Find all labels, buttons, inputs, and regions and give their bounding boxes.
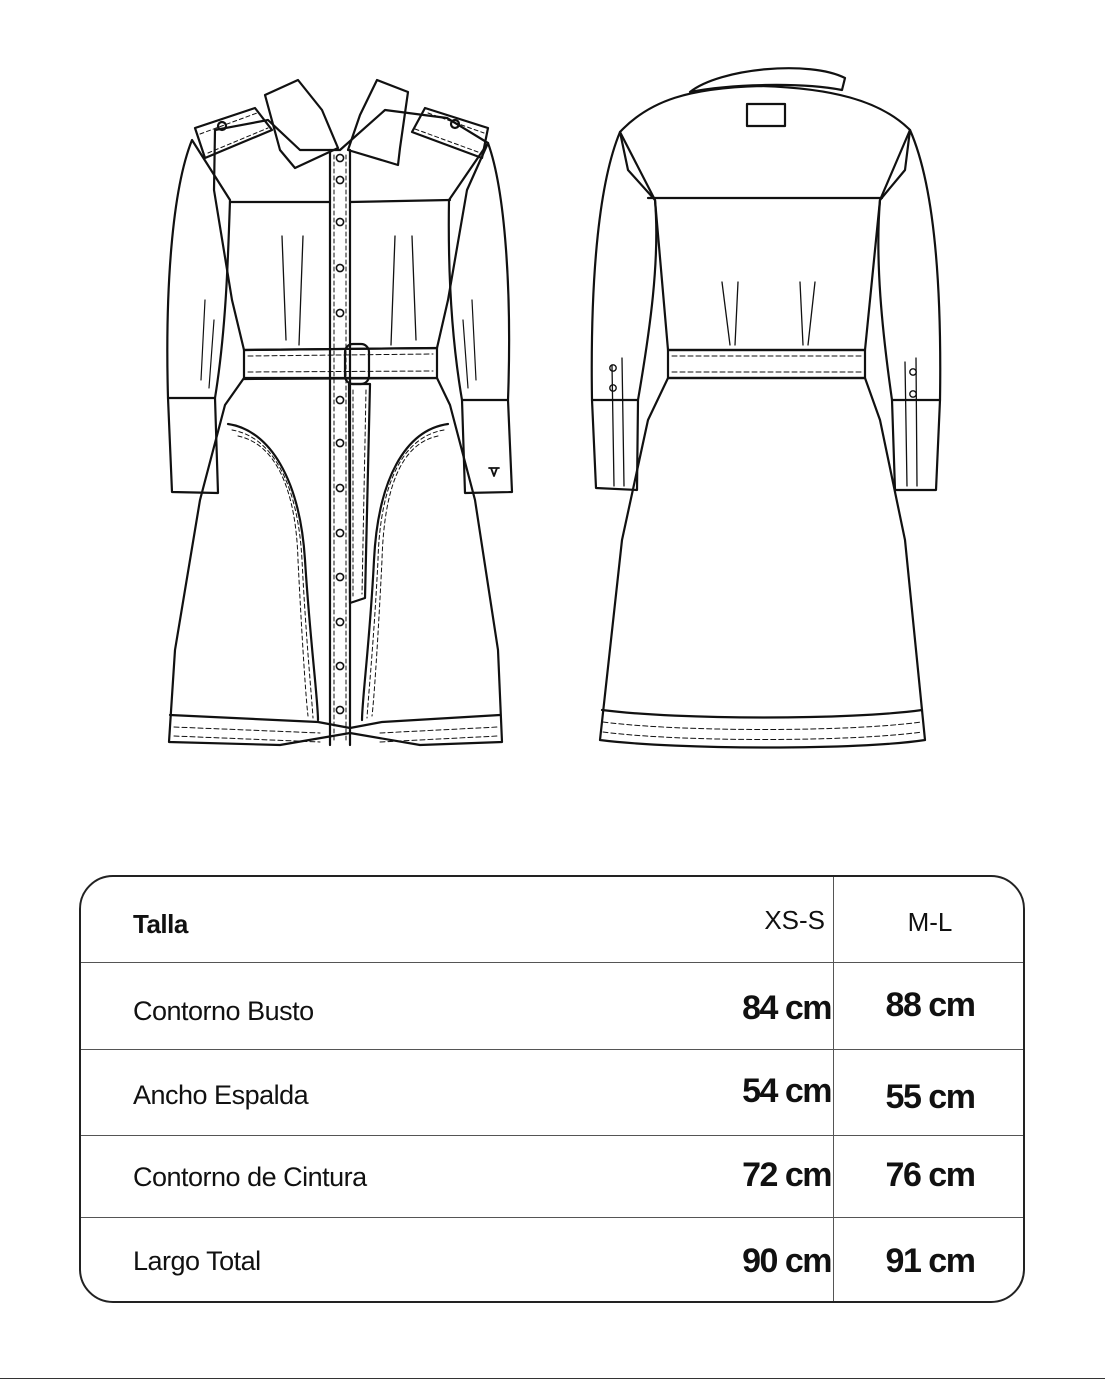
table-header-row (81, 877, 1023, 963)
back-left-sleeve (592, 132, 657, 490)
value-xs-s: 90 cm (742, 1242, 831, 1280)
value-m-l: 91 cm (885, 1242, 975, 1280)
back-hem-band (602, 710, 922, 718)
size-table (79, 875, 1025, 1303)
value-m-l: 55 cm (885, 1078, 975, 1116)
table-row (81, 963, 1023, 1050)
front-hem-band (170, 715, 500, 728)
row-label: Ancho Espalda (133, 1080, 309, 1110)
row-label: Contorno Busto (133, 996, 314, 1026)
belt-tail (349, 384, 370, 603)
front-skirt (169, 378, 502, 745)
back-skirt (600, 378, 925, 748)
logo-mark (489, 468, 499, 476)
back-right-sleeve (878, 130, 940, 490)
size-xs-s-header: XS-S (764, 905, 825, 935)
front-epaulette-left (195, 108, 272, 158)
back-view (592, 68, 941, 747)
value-m-l: 76 cm (885, 1156, 975, 1194)
value-xs-s: 54 cm (742, 1072, 831, 1110)
value-xs-s: 84 cm (742, 989, 831, 1027)
row-label: Largo Total (133, 1246, 261, 1276)
front-placket (330, 150, 350, 745)
front-collar-left (265, 80, 338, 168)
size-header-label: Talla (133, 909, 188, 939)
row-label: Contorno de Cintura (133, 1162, 367, 1192)
front-left-sleeve (167, 140, 230, 493)
table-row (81, 1218, 1023, 1303)
back-collar (690, 68, 845, 92)
back-label (747, 104, 785, 126)
front-left-side-panel (228, 424, 318, 720)
bottom-rule (0, 1378, 1105, 1379)
front-belt (244, 348, 437, 379)
front-buttons (336, 154, 343, 713)
table-row (81, 1050, 1023, 1136)
value-m-l: 88 cm (885, 986, 975, 1024)
table-row (81, 1136, 1023, 1218)
back-belt (668, 350, 865, 378)
front-collar-right (348, 80, 408, 165)
front-view (167, 80, 512, 745)
value-xs-s: 72 cm (742, 1156, 831, 1194)
front-yoke (230, 200, 450, 202)
size-m-l-header: M-L (907, 907, 953, 937)
